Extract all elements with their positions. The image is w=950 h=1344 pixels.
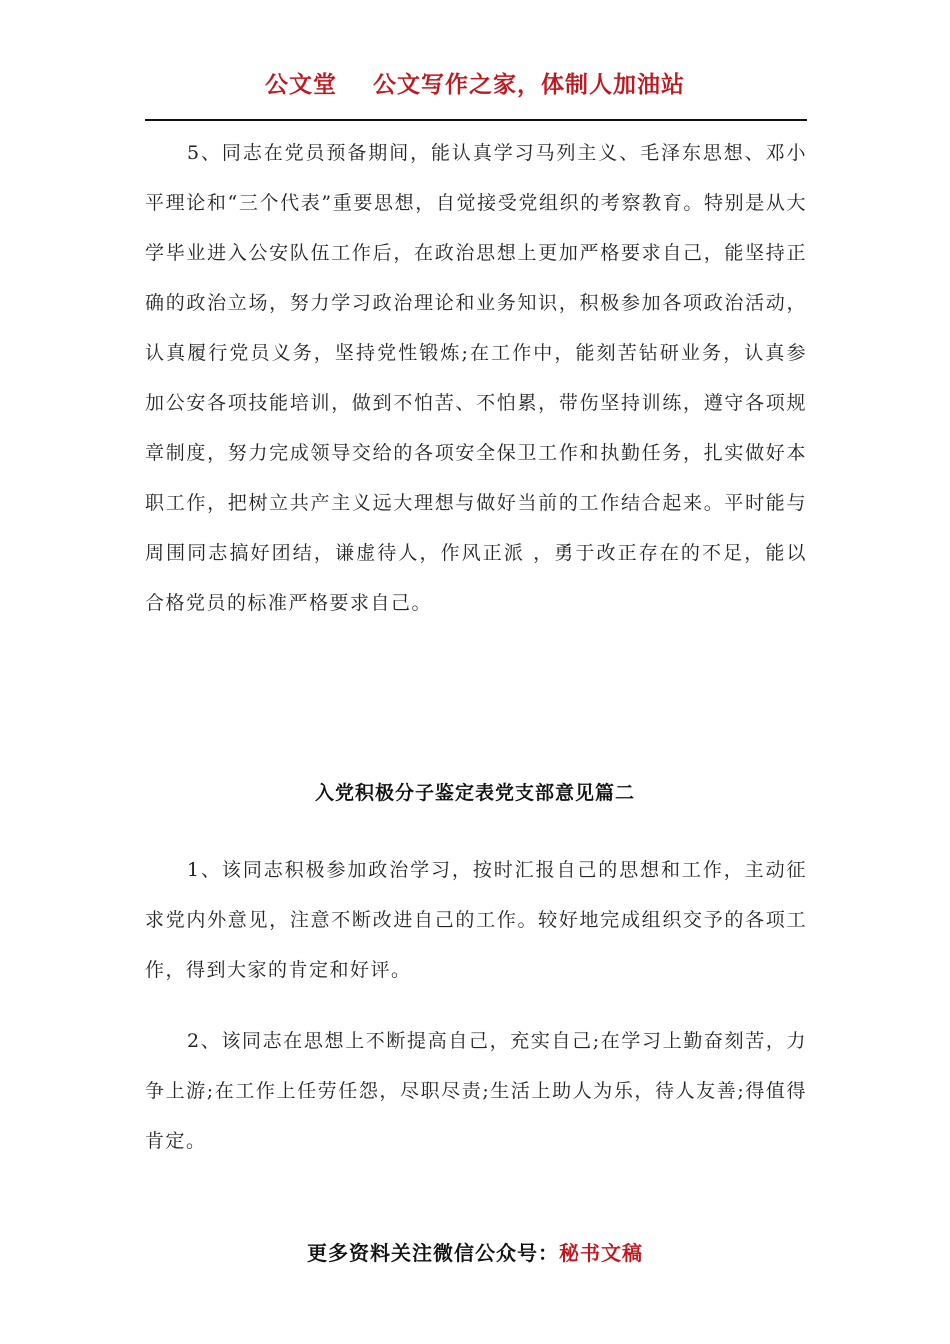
footer-prefix: 更多资料关注微信公众号：: [307, 1241, 559, 1265]
page-footer: [0, 1237, 950, 1266]
body-paragraph-2: [145, 845, 807, 995]
body-paragraph-3: [145, 1016, 807, 1166]
page-header-title: 公文堂 公文写作之家，体制人加油站: [264, 72, 686, 98]
body-paragraph-1: [145, 128, 807, 628]
paragraph-text: 2、该同志在思想上不断提高自己，充实自己;在学习上勤奋刻苦，力争上游;在工作上任劳任怨，尽职尽责;生活上助人为乐，待人友善;得值得肯定。: [145, 1030, 807, 1152]
footer-account-name: 秘书文稿: [559, 1241, 643, 1265]
paragraph-text: 5、同志在党员预备期间，能认真学习马列主义、毛泽东思想、邓小平理论和“三个代表”重要思想，自觉接受党组织的考察教育。特别是从大学毕业进入公安队伍工作后，在政治思想上更加严格要求自己，能坚持正确的政治立场，努力学习政治理论和业务知识，积极参加各项政治活动，认真履行党员义务，坚持党性锻炼;在工作中，能刻苦钻研业务，认真参加公安各项技能培训，做到不怕苦、不怕累，带伤坚持训练，遵守各项规章制度，努力完成领导交给的各项安全保卫工作和执勤任务，扎实做好本职工作，把树立共产主义远大理想与做好当前的工作结合起来。平时能与周围同志搞好团结，谦虚待人，作风正派 ，勇于改正存在的不足，能以合格党员的标准严格要求自己。: [145, 142, 807, 614]
paragraph-text: 1、该同志积极参加政治学习，按时汇报自己的思想和工作，主动征求党内外意见，注意不断改进自己的工作。较好地完成组织交予的各项工作，得到大家的肯定和好评。: [145, 859, 807, 981]
header-divider: [145, 119, 807, 121]
section-heading: 入党积极分子鉴定表党支部意见篇二: [314, 782, 635, 804]
